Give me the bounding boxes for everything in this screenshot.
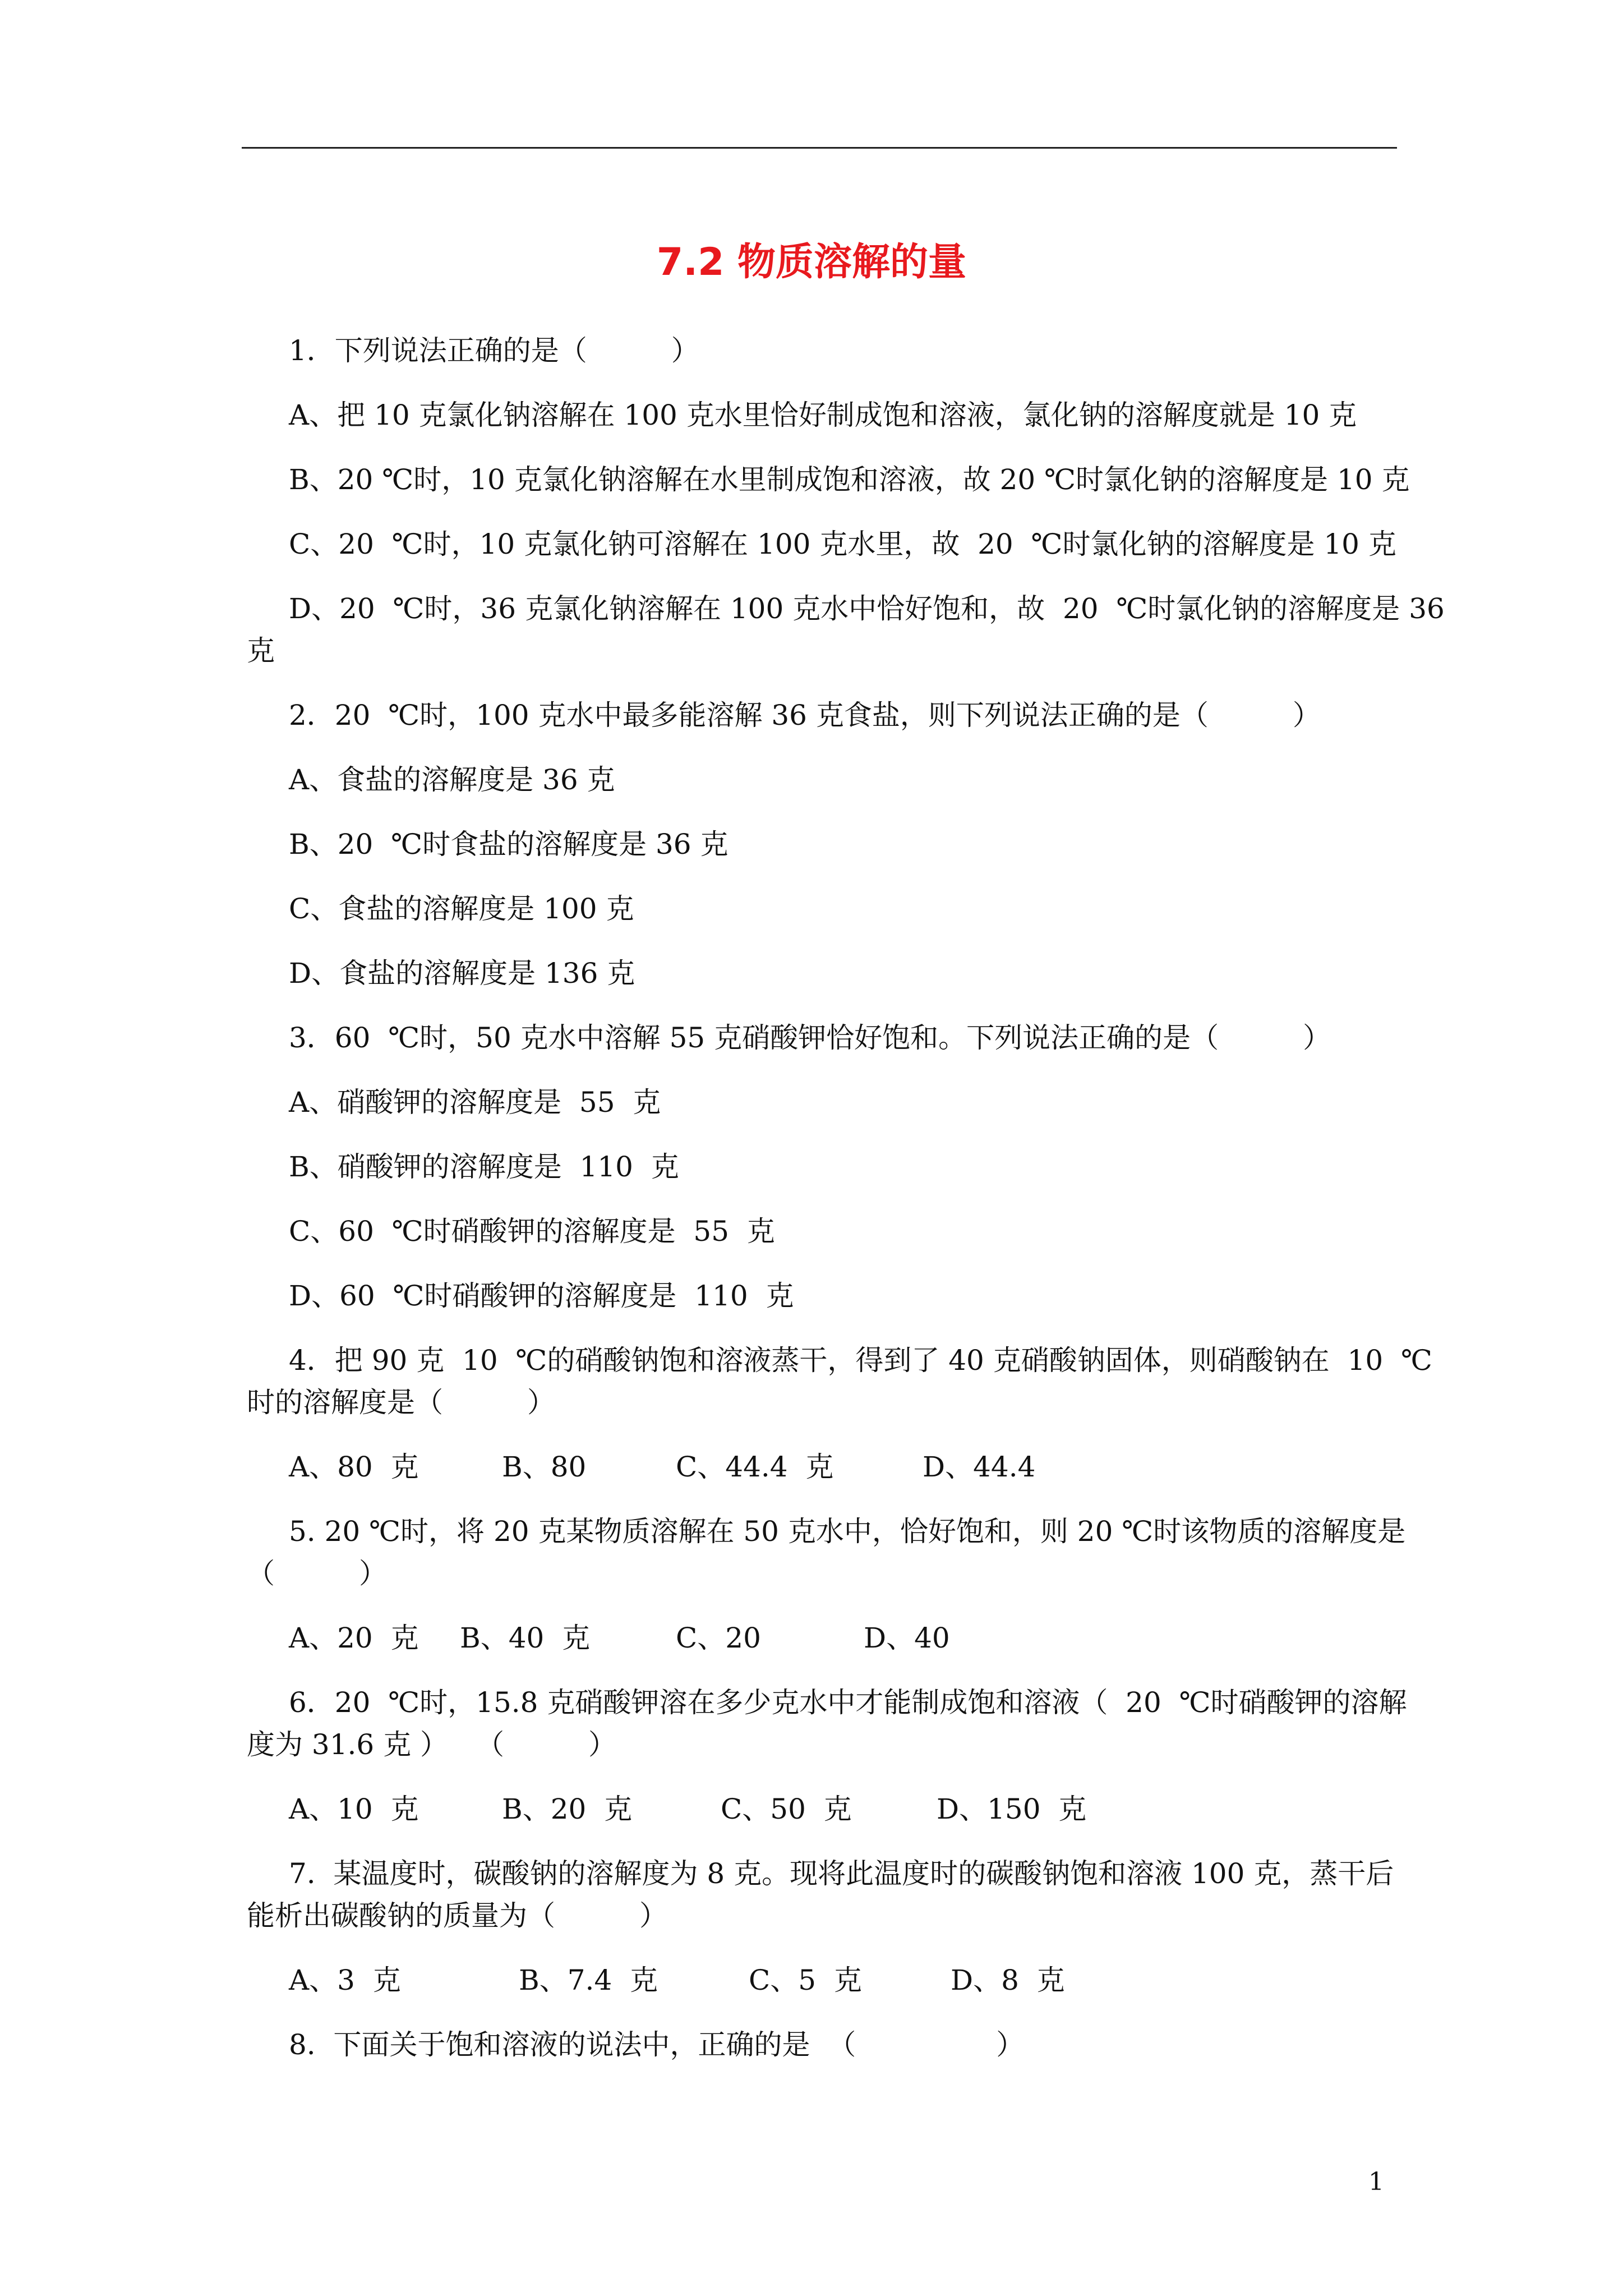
question-4-option-d: D、44.4 <box>923 1451 1036 1483</box>
question-2-option-d: D、食盐的溶解度是 136 克 <box>289 957 635 990</box>
question-2-option-a: A、食盐的溶解度是 36 克 <box>289 763 615 796</box>
question-5-stem: 5. 20 ℃时，将 20 克某物质溶解在 50 克水中，恰好饱和，则 20 ℃时该物质的溶解度是 <box>289 1515 1406 1548</box>
question-4-stem-continued: 时的溶解度是（ ） <box>247 1386 555 1419</box>
question-5-option-a: A、20 克 <box>289 1622 419 1654</box>
question-7-option-b: B、7.4 克 <box>519 1964 658 1996</box>
question-2-option-b: B、20 ℃时食盐的溶解度是 36 克 <box>289 828 728 861</box>
question-8-stem: 8. 下面关于饱和溶液的说法中，正确的是 （ ） <box>289 2028 1025 2061</box>
question-7-stem-continued: 能析出碳酸钠的质量为（ ） <box>247 1899 667 1932</box>
question-6-option-d: D、150 克 <box>937 1793 1087 1825</box>
question-3-stem: 3．60 ℃时，50 克水中溶解 55 克硝酸钾恰好饱和。下列说法正确的是（ ） <box>289 1022 1331 1054</box>
question-6-stem: 6．20 ℃时，15.8 克硝酸钾溶在多少克水中才能制成饱和溶液（ 20 ℃时硝酸钾的溶解 <box>289 1686 1407 1719</box>
question-7-option-a: A、3 克 <box>289 1964 401 1996</box>
question-6-stem-continued: 度为 31.6 克 ） （ ） <box>247 1728 617 1761</box>
question-1-option-b: B、20 ℃时，10 克氯化钠溶解在水里制成饱和溶液，故 20 ℃时氯化钠的溶解度是 10 克 <box>289 463 1410 496</box>
question-7-option-c: C、5 克 <box>749 1964 862 1996</box>
question-6-option-c: C、50 克 <box>721 1793 852 1825</box>
question-4-option-b: B、80 <box>502 1451 587 1483</box>
question-5-option-b: B、40 克 <box>460 1622 591 1654</box>
question-4-option-a: A、80 克 <box>289 1451 419 1483</box>
question-7-stem: 7. 某温度时，碳酸钠的溶解度为 8 克。现将此温度时的碳酸钠饱和溶液 100 克，蒸干后 <box>289 1857 1394 1890</box>
header-rule <box>242 147 1397 149</box>
question-3-option-d: D、60 ℃时硝酸钾的溶解度是 110 克 <box>289 1280 794 1312</box>
question-2-option-c: C、食盐的溶解度是 100 克 <box>289 892 634 925</box>
question-1-stem: 1．下列说法正确的是（ ） <box>289 334 699 367</box>
question-1-option-d-continued: 克 <box>247 634 275 667</box>
question-7-option-d: D、8 克 <box>951 1964 1065 1996</box>
question-3-option-c: C、60 ℃时硝酸钾的溶解度是 55 克 <box>289 1215 775 1248</box>
question-5-option-c: C、20 <box>676 1622 761 1654</box>
question-3-option-a: A、硝酸钾的溶解度是 55 克 <box>289 1086 661 1119</box>
question-5-stem-continued: （ ） <box>247 1557 387 1590</box>
question-6-option-a: A、10 克 <box>289 1793 419 1825</box>
question-1-option-c: C、20 ℃时，10 克氯化钠可溶解在 100 克水里，故 20 ℃时氯化钠的溶解度是 10 克 <box>289 528 1396 560</box>
question-1-option-d: D、20 ℃时，36 克氯化钠溶解在 100 克水中恰好饱和，故 20 ℃时氯化钠的溶解度是 36 <box>289 592 1445 625</box>
question-5-option-d: D、40 <box>864 1622 950 1654</box>
page-title: 7.2 物质溶解的量 <box>656 240 967 284</box>
page-number: 1 <box>1368 2168 1384 2196</box>
question-2-stem: 2．20 ℃时，100 克水中最多能溶解 36 克食盐，则下列说法正确的是（ ） <box>289 699 1321 731</box>
question-4-option-c: C、44.4 克 <box>676 1451 834 1483</box>
question-1-option-a: A、把 10 克氯化钠溶解在 100 克水里恰好制成饱和溶液，氯化钠的溶解度就是 10 克 <box>289 399 1357 431</box>
question-3-option-b: B、硝酸钾的溶解度是 110 克 <box>289 1151 679 1183</box>
question-6-option-b: B、20 克 <box>502 1793 633 1825</box>
question-4-stem: 4．把 90 克 10 ℃的硝酸钠饱和溶液蒸干，得到了 40 克硝酸钠固体，则硝酸钠在 10 ℃ <box>289 1344 1432 1377</box>
